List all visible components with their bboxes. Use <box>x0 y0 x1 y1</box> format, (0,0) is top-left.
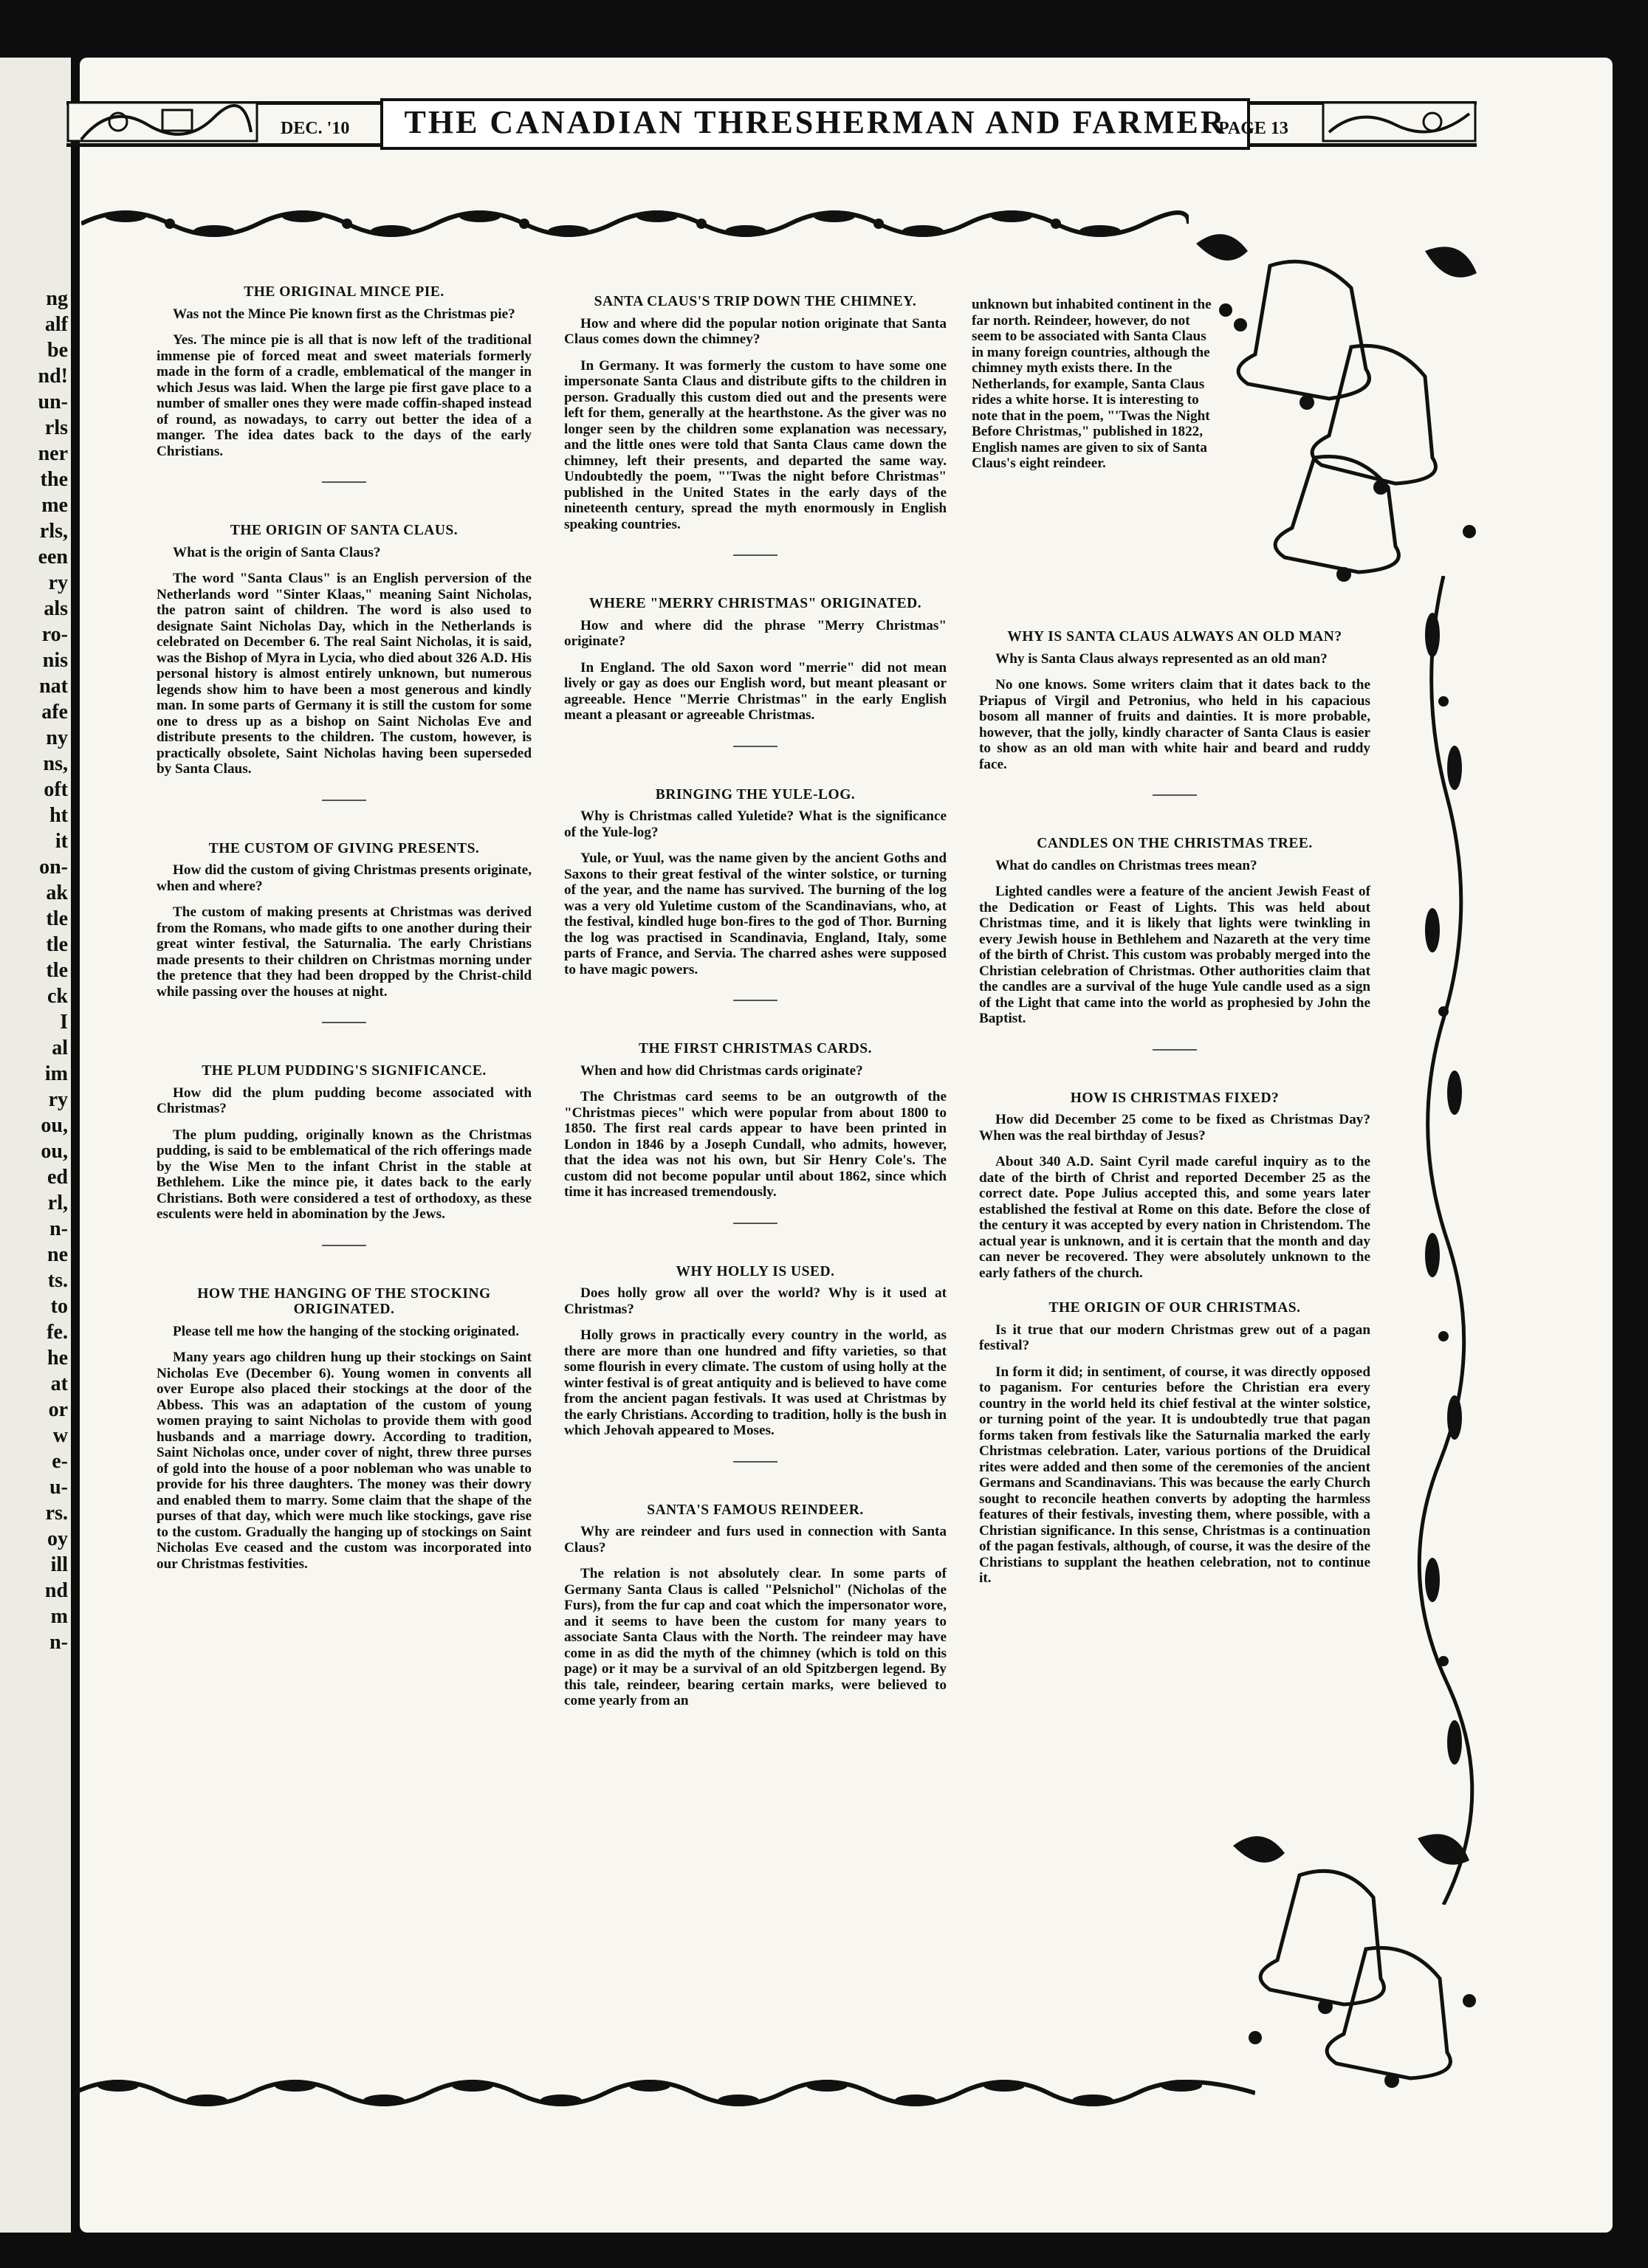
adjacent-page-text-fragment: ak <box>46 882 68 904</box>
adjacent-page-text-fragment: or <box>48 1398 68 1421</box>
article-question: Is it true that our modern Christmas grew out of a pagan festival? <box>979 1322 1370 1353</box>
reindeer-continued: unknown but inhabited continent in the far north. Reindeer, however, do not seem to be associated with Santa Claus in many foreign countries, although the chimney myth exists there. In the Netherlands, for example, Santa Claus rides a white horse. It is interesting to note that in the poem, "'Twas the Night Before Christmas," published in 1822, English names are given to six of Santa Claus's eight reindeer. <box>972 297 1212 471</box>
adjacent-page-text-fragment: tle <box>46 933 68 956</box>
adjacent-page-text-fragment: ck <box>47 985 68 1008</box>
adjacent-page-text-fragment: w <box>52 1424 68 1447</box>
adjacent-page-text-fragment: fe. <box>47 1321 68 1344</box>
adjacent-page-text-fragment: rl, <box>47 1192 68 1214</box>
adjacent-page-text-fragment: ng <box>46 287 68 310</box>
article-question: Why is Santa Claus always represented as an old man? <box>995 650 1328 667</box>
article-title: WHERE "MERRY CHRISTMAS" ORIGINATED. <box>588 596 922 611</box>
adjacent-page-text-fragment: the <box>40 468 68 491</box>
article-title: THE FIRST CHRISTMAS CARDS. <box>638 1041 873 1056</box>
article-question: Why is Christmas called Yuletide? What is the significance of the Yule-log? <box>564 808 947 840</box>
adjacent-page-text-fragment: m <box>50 1605 68 1628</box>
article-question: How did December 25 come to be fixed as Christmas Day? When was the real birthday of Jesus? <box>979 1112 1370 1144</box>
christmas-bells-bottom-icon <box>1226 1816 1491 2111</box>
holly-garland-bottom-icon <box>74 2067 1255 2119</box>
adjacent-page-text-fragment: I <box>60 1011 68 1034</box>
christmas-bells-top-icon <box>1181 221 1491 591</box>
adjacent-page-text-fragment: ill <box>50 1553 68 1576</box>
article-title: THE ORIGIN OF SANTA CLAUS. <box>230 523 459 538</box>
article-answer: About 340 A.D. Saint Cyril made careful inquiry as to the date of the birth of Christ and reported December 25 as the correct date. Pope Julius accepted this, and some years later established the festival at Rome on this date. Before the close of the century it was accepted by every nation in Christendom. The actual year is unknown, and it is certain that the month and day can never be recovered. They were absolutely unknown to the early fathers of the church. <box>979 1154 1370 1281</box>
article-answer: The plum pudding, originally known as the Christmas pudding, is said to be emblematical of the rich offerings made by the Wise Men to the infant Christ in the stable at Bethlehem. Like the mince pie, it dates back to the early Christians. Both were considered a test of orthodoxy, as these esculents were held in abomination by the Jews. <box>157 1127 532 1222</box>
article-title: HOW IS CHRISTMAS FIXED? <box>1070 1090 1280 1106</box>
section-divider <box>733 1223 777 1224</box>
column-3 <box>979 629 1370 1595</box>
article-question: What do candles on Christmas trees mean? <box>995 857 1257 873</box>
article-answer: The Christmas card seems to be an outgrowth of the "Christmas pieces" which were popular from about 1800 to 1850. The first real cards appear to have been printed in London in 1846 by a Joseph Cundall, who admits, however, that the idea was not his own, but Sir Henry Cole's. The custom did not become popular until about 1862, since which time it has increased tremendously. <box>564 1089 947 1200</box>
adjacent-page-text-fragment: rls, <box>39 520 68 543</box>
article-question: Was not the Mince Pie known first as the Christmas pie? <box>173 306 515 322</box>
article-title: WHY HOLLY IS USED. <box>676 1263 835 1279</box>
article-answer: Holly grows in practically every country in the world, as there are more than one hundred and fifty varieties, so that some flourish in every climate. The custom of using holly at the winter festival is of great antiquity and is believed to have come from the ancient pagan festivals. It was used at Christmas by the early Christians. According to tradition, holly is the bush in which Jehovah appeared to Moses. <box>564 1327 947 1438</box>
article-holly <box>564 1264 947 1439</box>
article-answer: Yule, or Yuul, was the name given by the ancient Goths and Saxons to their great festival of the winter solstice, or turning of the year, and the name has survived. The burning of the log was a very old Yuletime custom of the Scandinavians, who, at the festival, kindled huge bon-fires to the god of Thor. Burning the log was practised in Scandinavia, England, Italy, some parts of France, and Servia. The charred ashes were supposed to have magic powers. <box>564 850 947 977</box>
adjacent-page-text-fragment: ner <box>38 442 68 465</box>
adjacent-page-text-fragment: ou, <box>41 1140 68 1163</box>
article-custom-of-giving-presents <box>157 841 532 1000</box>
adjacent-page-text-fragment: rs. <box>45 1502 68 1525</box>
article-question: What is the origin of Santa Claus? <box>173 544 381 560</box>
article-merry-christmas <box>564 596 947 724</box>
adjacent-page-text-fragment: ry <box>48 1088 68 1111</box>
section-divider <box>733 554 777 556</box>
section-divider <box>733 746 777 747</box>
article-answer: In Germany. It was formerly the custom to have some one impersonate Santa Claus and distribute gifts to the children in person. Gradually this custom died out and the presents were left for them, generally at the hearthstone. As the giver was no longer seen by the children some explanation was necessary, and the little ones were told that Santa Claus came down the chimney, left their presents, and departed the same way. Undoubtedly the poem, "'Twas the night before Christmas" published in the United States in the early days of the nineteenth century, spread the myth enormously in English speaking countries. <box>564 357 947 532</box>
article-christmas-cards <box>564 1041 947 1200</box>
article-question: How and where did the phrase "Merry Christmas" originate? <box>564 617 947 649</box>
article-question: How did the plum pudding become associated with Christmas? <box>157 1085 532 1116</box>
adjacent-page-text-fragment: tle <box>46 907 68 930</box>
adjacent-page-text-fragment: als <box>44 597 68 620</box>
adjacent-page-text-fragment: ns, <box>43 752 68 775</box>
adjacent-page-text-fragment: me <box>41 494 68 517</box>
adjacent-page-text-fragment: it <box>55 830 68 853</box>
adjacent-page-text-fragment: ts. <box>47 1269 68 1292</box>
article-answer: Lighted candles were a feature of the ancient Jewish Feast of the Dedication or Feast of Lights. This was held about Christmas time, and it is likely that lights were twinkling in every Jewish house in Bethlehem and Nazareth at the very time of the birth of Christ. This custom was probably merged into the Christian celebration of Christmas. Other authorities claim that the candles are a survival of the huge Yule candle used as a sign of the Light that came into the world as prophesied by John the Baptist. <box>979 884 1370 1026</box>
adjacent-page-text-fragment: afe <box>41 701 68 724</box>
adjacent-page-text-fragment: ht <box>49 804 68 827</box>
adjacent-page-text-fragment: tle <box>46 959 68 982</box>
publication-title: THE CANADIAN THRESHERMAN AND FARMER <box>380 98 1250 150</box>
article-answer: Many years ago children hung up their stockings on Saint Nicholas Eve (December 6). Young women in convents all over Europe also placed their stockings at the door of the Abbess. This was an adaptation of the custom of young women praying to saint Nicholas to provide them with good husbands and a marriage dowry. According to tradition, Saint Nicholas once, under cover of night, threw three purses of gold into the house of a poor nobleman who was unable to provide for his three daughters. The money was their dowry and enabled them to marry. Some claim that the shape of the purses of that day, which were much like stockings, gave rise to the custom. Gradually the hanging up of stockings on Saint Nicholas Eve ceased and the custom was incorporated into our Christmas festivities. <box>157 1350 532 1572</box>
issue-date: DEC. '10 <box>281 119 350 138</box>
adjacent-page-text-fragment: nd! <box>38 365 68 388</box>
article-answer: No one knows. Some writers claim that it dates back to the Priapus of Virgil and Petronius, who held in his capacious bosom all manner of fruits and dainties. It is more probable, however, that the jolly, kindly character of Santa Claus is easier to show as an old man with white hair and beard and ruddy face. <box>979 677 1370 772</box>
adjacent-page-text-fragment: n- <box>49 1631 68 1654</box>
adjacent-page-text-fragment: al <box>52 1037 68 1059</box>
article-question: Why are reindeer and furs used in connection with Santa Claus? <box>564 1524 947 1556</box>
adjacent-page-text-fragment: im <box>44 1062 68 1085</box>
article-answer: In England. The old Saxon word "merrie" did not mean lively or gay as does our English word, but meant pleasant or agreeable. Hence "Merrie Christmas" in the early English meant a pleasant or agreeable Christmas. <box>564 659 947 723</box>
article-title: THE ORIGINAL MINCE PIE. <box>244 284 444 300</box>
adjacent-page-text-fragment: nd <box>44 1579 68 1602</box>
page-number: PAGE 13 <box>1218 119 1288 138</box>
adjacent-page-text-fragment: on- <box>39 856 68 879</box>
article-title: THE ORIGIN OF OUR CHRISTMAS. <box>1048 1300 1301 1316</box>
adjacent-page-text-fragment: nis <box>42 649 68 672</box>
holly-garland-top-icon <box>81 198 1189 250</box>
article-reindeer <box>564 1502 947 1709</box>
article-yule-log <box>564 787 947 978</box>
article-title: HOW THE HANGING OF THE STOCKING ORIGINATED. <box>197 1285 491 1317</box>
article-title: CANDLES ON THE CHRISTMAS TREE. <box>1037 836 1313 851</box>
article-answer: The word "Santa Claus" is an English perversion of the Netherlands word "Sinter Klaas," meaning Saint Nicholas, the patron saint of children. The word is also used to designate Saint Nicholas Day, which in the Netherlands is celebrated on December 6. The real Saint Nicholas, it is said, was the Bishop of Myra in Lycia, who died about 326 A.D. His personal history is almost entirely unknown, but numerous legends show him to have been a most generous and kindly man. In some parts of Germany it is still the custom for some one to dress up as a bishop on Saint Nicholas Eve and distribute presents to the children. The custom, however, is practically obsolete, Saint Nicholas having been superseded by Santa Claus. <box>157 571 532 777</box>
adjacent-page-text-fragment: ry <box>48 571 68 594</box>
article-title: BRINGING THE YULE-LOG. <box>655 786 856 803</box>
adjacent-page-text-fragment: ne <box>47 1243 68 1266</box>
adjacent-page-text-fragment: he <box>47 1347 68 1370</box>
adjacent-page-text-fragment: to <box>50 1295 68 1318</box>
adjacent-page-strip <box>0 58 71 2233</box>
adjacent-page-text-fragment: alf <box>44 313 68 336</box>
section-divider <box>1153 1049 1197 1051</box>
adjacent-page-text-fragment: u- <box>49 1476 68 1499</box>
section-divider <box>733 1461 777 1463</box>
article-title: SANTA CLAUS'S TRIP DOWN THE CHIMNEY. <box>594 294 917 309</box>
article-old-man <box>979 629 1370 772</box>
adjacent-page-text-fragment: rls <box>44 416 68 439</box>
article-answer: Yes. The mince pie is all that is now left of the traditional immense pie of forced meat and sweet materials formerly made in the form of a cradle, emblematical of the manger in which Jesus was laid. When the large pie first gave place to a number of smaller ones they were made coffin-shaped instead of round, as nowadays, to carry out better the idea of a manger. The idea dates back to the days of the early Christians. <box>157 332 532 459</box>
adjacent-page-text-fragment: een <box>38 546 68 568</box>
adjacent-page-text-fragment: ou, <box>41 1114 68 1137</box>
article-plum-pudding <box>157 1063 532 1223</box>
article-answer: The custom of making presents at Christmas was derived from the Romans, who made gifts to one another during their great winter festival, the Saturnalia. The early Christians made presents to their children on Christmas morning under the pretence that they had been dropped by the Christ-child while passing over the houses at night. <box>157 904 532 1000</box>
section-divider <box>1153 794 1197 796</box>
article-answer: The relation is not absolutely clear. In some parts of Germany Santa Claus is called "Pelsnichol" (Nicholas of the Furs), from the fur cap and coat which the impersonator wore, and it seems to have been the custom for many years to associate Santa Claus with the North. The reindeer may have come in as did the myth of the chimney (which is told on this page) or it may be a survival of an old Spitzbergen legend. By this tale, reindeer, bearing certain marks, were believed to come yearly from an <box>564 1566 947 1708</box>
holly-vine-right-icon <box>1410 576 1477 1905</box>
adjacent-page-text-fragment: n- <box>49 1217 68 1240</box>
article-candles <box>979 836 1370 1027</box>
column-2 <box>564 294 947 1718</box>
article-hanging-of-stocking <box>157 1286 532 1573</box>
article-origin-of-christmas <box>979 1300 1370 1587</box>
masthead <box>66 92 1477 151</box>
adjacent-page-text-fragment: be <box>47 339 68 362</box>
section-divider <box>322 1022 366 1023</box>
section-divider <box>322 1245 366 1246</box>
article-christmas-fixed <box>979 1090 1370 1282</box>
article-title: SANTA'S FAMOUS REINDEER. <box>647 1502 864 1518</box>
article-title: THE PLUM PUDDING'S SIGNIFICANCE. <box>202 1063 487 1079</box>
section-divider <box>322 481 366 483</box>
adjacent-page-text-fragment: ny <box>46 726 68 749</box>
adjacent-page-text-fragment: ed <box>47 1166 68 1189</box>
article-question: How and where did the popular notion originate that Santa Claus comes down the chimney? <box>564 315 947 347</box>
adjacent-page-text-fragment: at <box>50 1372 68 1395</box>
adjacent-page-text-fragment: ro- <box>41 623 68 646</box>
article-question: How did the custom of giving Christmas presents originate, when and where? <box>157 862 532 894</box>
adjacent-page-text-fragment: oft <box>44 778 68 801</box>
section-divider <box>733 1000 777 1001</box>
article-title: THE CUSTOM OF GIVING PRESENTS. <box>208 840 480 856</box>
adjacent-page-text-fragment: un- <box>38 391 68 413</box>
section-divider <box>322 800 366 801</box>
article-question: When and how did Christmas cards originate? <box>580 1062 863 1079</box>
masthead-left-ornament-icon <box>66 95 258 147</box>
article-question: Does holly grow all over the world? Why is it used at Christmas? <box>564 1285 947 1317</box>
column-3-continuation <box>972 297 1215 481</box>
article-answer: In form it did; in sentiment, of course, it was directly opposed to paganism. For centuries before the Christian era every country in the world held its chief festival at the winter solstice, or turning point of the year. It is undoubtedly true that pagan forms taken from festivals like the Saturnalia marked the early Christmas celebration. Later, various portions of the Druidical rites were added and then some of the ceremonies of the ancient Germans and Scandinavians. This was because the early Church sought to reconcile heathen converts by adopting the harmless features of their festivals, investing them, where possible, with a Christian significance. In this sense, Christmas is a continuation of the pagan festivals, although, of course, it was the desire of the Christians to supplant the heathen celebration, not to continue it. <box>979 1364 1370 1586</box>
article-chimney <box>564 294 947 532</box>
adjacent-page-text-fragment: oy <box>47 1528 68 1550</box>
article-title: WHY IS SANTA CLAUS ALWAYS AN OLD MAN? <box>1007 629 1342 645</box>
column-1 <box>157 284 532 1581</box>
masthead-right-ornament-icon <box>1322 95 1477 147</box>
adjacent-page-text-fragment: e- <box>52 1450 68 1473</box>
adjacent-page-text-fragment: nat <box>39 675 68 698</box>
article-question: Please tell me how the hanging of the stocking originated. <box>173 1323 520 1339</box>
article-origin-of-santa-claus <box>157 523 532 777</box>
article-original-mince-pie <box>157 284 532 459</box>
